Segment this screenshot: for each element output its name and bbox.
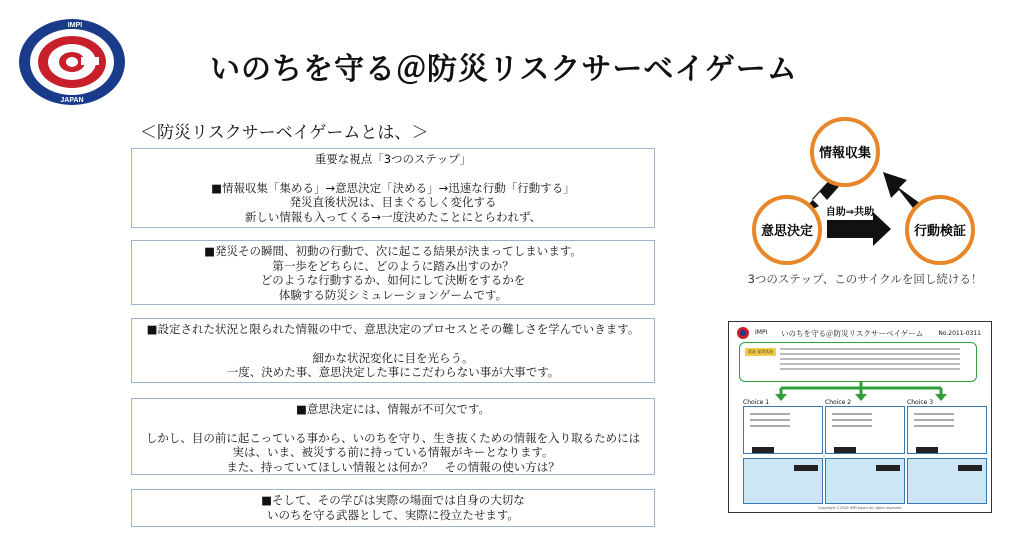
three-step-cycle-diagram [745,112,985,297]
sheet-header [737,326,985,340]
sheet-logo-icon [737,327,749,339]
box-line: 一度、決めた事、意思決定した事にこだわらない事が大事です。 [226,365,560,379]
box-line: ■発災その瞬間、初動の行動で、次に起こる結果が決まってしまいます。 [204,244,582,258]
choice-label: Choice 3 [907,399,934,406]
box-line: ■設定された状況と限られた情報の中で、意思決定のプロセスとその難しさを学んでいきます。 [146,322,640,336]
key-steps-box [131,148,655,228]
sheet-title: いのちを守る＠防災リスクサーベイゲーム [781,329,924,338]
box-line: 発災直後状況は、目まぐるしく変化する [289,195,497,209]
information-box [131,398,655,475]
logo-top-text: IMPI [67,22,83,29]
box-line: どのような行動するか、如何にして決断をするかを [260,273,526,287]
conclusion-box [131,489,655,527]
decision-process-box [131,318,655,383]
box-line: 体験する防災シミュレーションゲームです。 [278,287,508,302]
cycle-caption: 3つのステップ、このサイクルを回し続ける！ [747,272,983,286]
box-line: 実は、いま、被災する前に持っている情報がキーとなります。 [232,445,554,459]
choice-label: Choice 2 [825,399,852,406]
choice-column [907,406,987,506]
box-line: ■情報収集「集める」→意思決定「決める」→迅速な行動「行動する」 [211,180,575,195]
node-decision-label: 意思決定 [760,224,814,239]
node-info-label: 情報収集 [818,146,872,161]
sheet-number: No.2011-0311 [938,330,981,337]
box-line: また、持っていてほしい情報とは何か？ その情報の使い方は？ [226,459,560,474]
choice-label: Choice 1 [743,399,770,406]
choice-column [825,406,905,506]
sheet-footer: Copyright ©2016 IMPI Japan All rights reserved. [817,506,903,510]
box-line: いのちを守る武器として、実際に役立たせます。 [267,507,519,522]
choice-column [743,406,823,506]
sheet-situation-panel [739,342,977,382]
game-sheet-thumbnail [728,321,992,513]
sheet-situation-tag: 状況 発災状況 [745,348,776,356]
box-line: 新しい情報も入ってくる→一度決めたことにとらわれず、 [244,209,542,224]
box-line: ■そして、その学びは実際の場面では自身の大切な [261,493,525,507]
initial-action-box [131,240,655,305]
arrow-action-to-info [883,172,921,208]
section-heading: ＜防災リスクサーベイゲームとは、＞ [140,123,429,143]
impi-japan-logo [17,17,127,107]
cycle-center-label: 自助⇒共助 [825,207,875,218]
box-line: 細かな状況変化に目を光らう。 [312,350,474,365]
sheet-brand: IMPI [755,329,768,336]
box-line: ■意思決定には、情報が不可欠です。 [296,402,490,416]
page-title: いのちを守る＠防災リスクサーベイゲーム [210,52,798,87]
box-line: 重要な視点「3つのステップ」 [314,152,472,166]
box-line: しかし、目の前に起こっている事から、いのちを守り、生き抜くための情報を入り取るためには [145,430,641,445]
logo-bottom-text: JAPAN [60,97,84,104]
node-action-label: 行動検証 [913,224,967,239]
box-line: 第一歩をどちらに、どのように踏み出すのか？ [272,258,514,273]
